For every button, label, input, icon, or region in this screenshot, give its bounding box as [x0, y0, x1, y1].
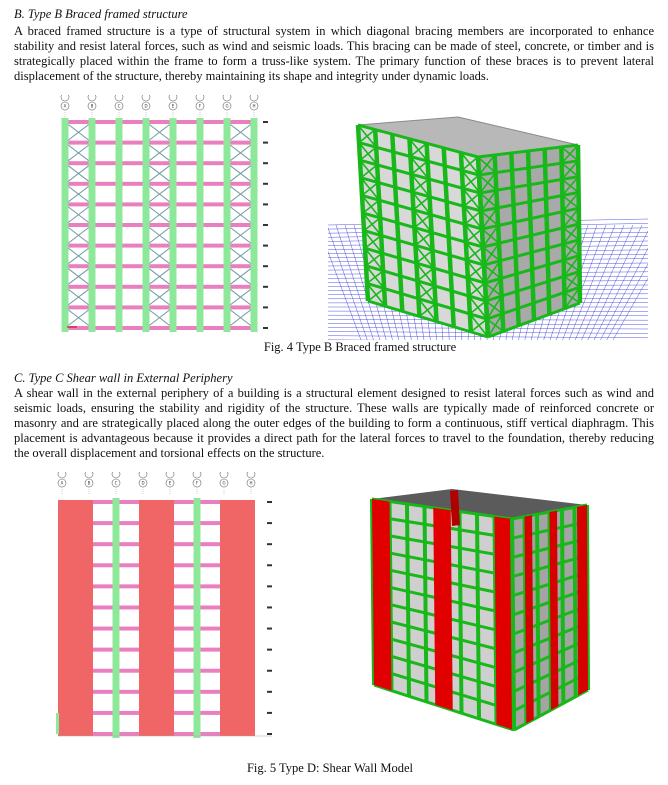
column — [143, 118, 150, 332]
model-column — [460, 512, 462, 714]
storey-label — [263, 327, 268, 329]
grid-bubble-top — [166, 472, 174, 478]
grid-label-h: H — [249, 480, 253, 486]
model-column — [477, 514, 479, 719]
mesh-line — [600, 225, 648, 340]
grid-bubble-top — [196, 95, 204, 101]
figure-5-caption: Fig. 5 Type D: Shear Wall Model — [246, 761, 414, 775]
grid-label-a: A — [63, 103, 67, 109]
grid-bubble-top — [85, 472, 93, 478]
mesh-line — [607, 225, 648, 340]
storey-label — [267, 649, 272, 651]
storey-label — [267, 585, 272, 587]
grid-label-g: G — [225, 103, 229, 109]
grid-label-e: E — [168, 480, 172, 486]
figure-4-caption: Fig. 4 Type B Braced framed structure — [263, 340, 457, 354]
mesh-line — [588, 225, 642, 340]
section-b-paragraph: A braced framed structure is a type of structural system in which diagonal bracing members are incorporated to enhance stability and resist lateral forces, such as wind and seismic loads. This bracing can be made of steel, concrete, or timber and is strategically placed within the frame to form a truss-like system. The primary function of these braces is to prevent lateral displacement of the structure, thereby maintaining its shape and integrity under dynamic loads. — [14, 24, 654, 83]
section-c-heading: C. Type C Shear wall in External Periphery — [14, 371, 233, 385]
grid-label-d: D — [141, 480, 145, 486]
model-shear-wall — [433, 508, 453, 711]
storey-label — [267, 628, 272, 630]
column — [251, 118, 258, 332]
model-column — [537, 514, 539, 716]
model-column — [575, 507, 576, 696]
storey-label — [267, 712, 272, 714]
storey-labels — [263, 121, 268, 329]
grid-bubble-top — [169, 95, 177, 101]
section-c-paragraph: A shear wall in the external periphery of a building is a structural element designed to resist lateral forces such as wind and seismic loads, ensuring the stability and rigidity of the structure. These walls are typically made of reinforced concrete or masonry and are strategically placed along the outer edges of the building to form a continuous, stiff vertical diaphragm. This placement is advantageous because it provides a direct path for the lateral forces to travel to the foundation, thereby reducing the overall displacement and torsional effects on the structure. — [14, 386, 654, 460]
grid-label-d: D — [144, 103, 148, 109]
column — [224, 118, 231, 332]
model-column — [512, 519, 514, 730]
column-edge — [56, 713, 59, 734]
storey-label — [263, 142, 268, 144]
grid-bubble-top — [58, 472, 66, 478]
mesh-line — [613, 225, 648, 340]
storey-label — [263, 306, 268, 308]
model-column — [562, 510, 563, 704]
grid-label-h: H — [252, 103, 256, 109]
shear-wall — [58, 500, 93, 736]
column — [170, 118, 177, 332]
storey-label — [263, 162, 268, 164]
model-shear-wall — [550, 511, 559, 710]
section-b-heading: B. Type B Braced framed structure — [14, 7, 188, 21]
grid-bubble-top — [115, 95, 123, 101]
storey-label — [263, 265, 268, 267]
storey-label — [267, 606, 272, 608]
grid-bubble-top — [193, 472, 201, 478]
grid-label-c: C — [114, 480, 118, 486]
grid-label-bubbles — [61, 95, 258, 117]
grid-bubble-top — [139, 472, 147, 478]
grid-bubble-top — [223, 95, 231, 101]
grid-label-f: F — [195, 480, 199, 486]
storey-label — [267, 733, 272, 735]
braced-frame-3d-model — [328, 115, 648, 340]
grid-bubble-top — [112, 472, 120, 478]
shear-wall — [139, 500, 174, 736]
shear-wall-3d-model — [362, 485, 602, 735]
braced-frame-elevation — [55, 95, 295, 335]
grid-label-f: F — [198, 103, 202, 109]
shear-wall-elevation — [52, 472, 292, 747]
column — [62, 118, 69, 332]
model-shear-wall — [577, 505, 588, 695]
grid-label-a: A — [60, 480, 64, 486]
grid-bubble-top — [88, 95, 96, 101]
grid-label-e: E — [171, 103, 175, 109]
storey-label — [263, 183, 268, 185]
braced-frame-members — [62, 118, 258, 332]
column — [113, 498, 120, 738]
storey-label — [267, 543, 272, 545]
storey-label — [267, 564, 272, 566]
model-column — [578, 145, 580, 303]
grid-label-b: B — [90, 103, 94, 109]
grid-label-g: G — [222, 480, 226, 486]
column — [197, 118, 204, 332]
mesh-line — [594, 225, 648, 340]
storey-label — [263, 286, 268, 288]
grid-bubble-top — [142, 95, 150, 101]
storey-label — [267, 522, 272, 524]
grid-label-c: C — [117, 103, 121, 109]
grid-bubble-top — [250, 95, 258, 101]
shear-wall — [220, 500, 255, 736]
model-column — [425, 507, 427, 702]
model-shear-wall — [372, 499, 392, 691]
grid-bubble-top — [61, 95, 69, 101]
column — [116, 118, 123, 332]
column — [194, 498, 201, 738]
storey-label — [263, 203, 268, 205]
storey-label — [263, 245, 268, 247]
model-column — [407, 504, 409, 696]
grid-bubble-top — [247, 472, 255, 478]
mesh-line — [582, 225, 634, 340]
grid-label-b: B — [87, 480, 91, 486]
storey-label — [263, 121, 268, 123]
storey-label — [267, 670, 272, 672]
storey-label — [267, 691, 272, 693]
grid-label-bubbles — [58, 472, 255, 494]
storey-label — [267, 501, 272, 503]
grid-bubble-top — [220, 472, 228, 478]
shear-wall-members — [56, 498, 255, 738]
column — [89, 118, 96, 332]
storey-label — [263, 224, 268, 226]
